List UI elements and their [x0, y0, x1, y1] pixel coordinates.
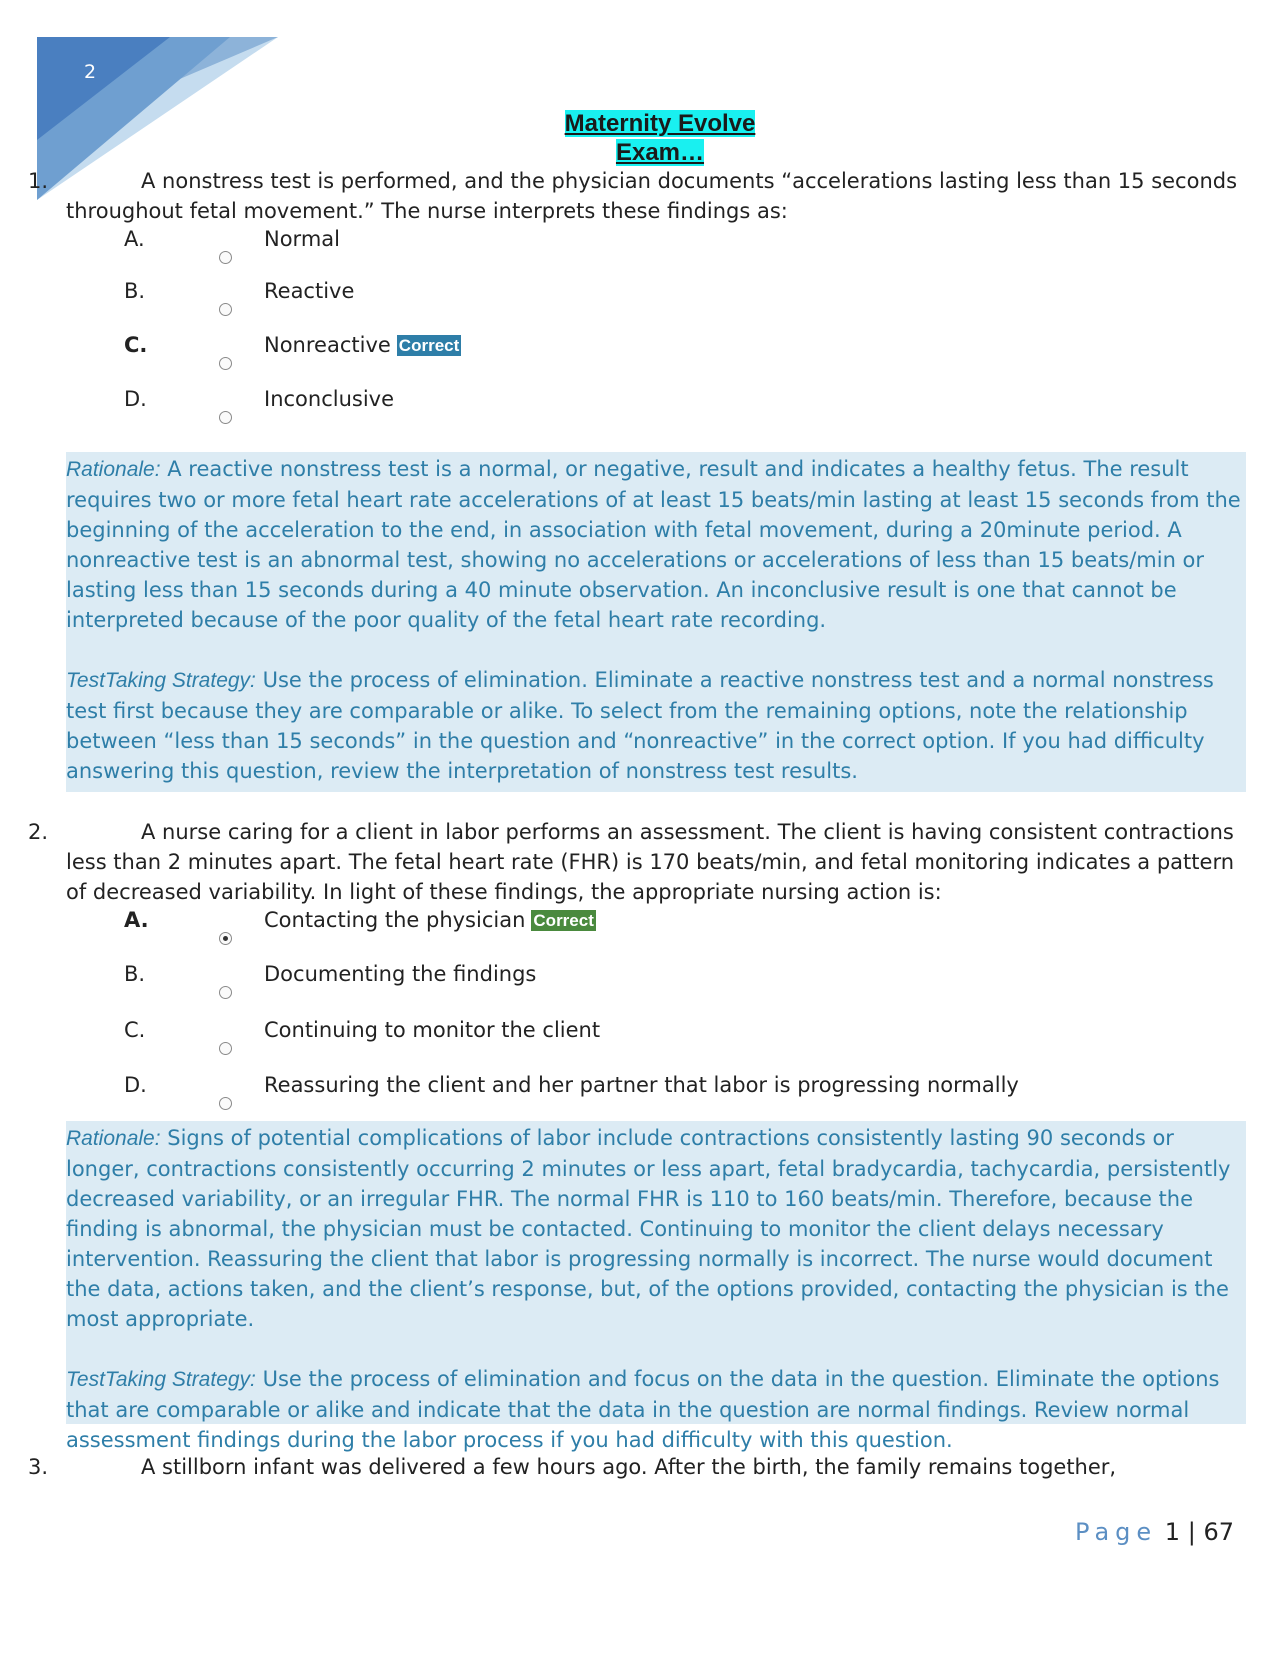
radio-button[interactable] [219, 411, 232, 424]
title-ellipsis: … [680, 139, 705, 166]
question-number: 3. [28, 1455, 49, 1479]
page-word: Page [1075, 1518, 1158, 1546]
rationale-box-1 [66, 452, 1246, 792]
rationale-box-2 [66, 1121, 1246, 1452]
option-letter: B. [124, 962, 146, 986]
option-text: Continuing to monitor the client [264, 1018, 601, 1042]
question-3 [28, 1452, 1246, 1482]
rationale-paragraph [66, 1123, 1246, 1334]
question-text: A nurse caring for a client in labor performs an assessment. The client is having consistent contractions less than 2 minutes apart. The fetal heart rate (FHR) is 170 beats/min, and fetal monitoring indicates a pattern of decreased variability. In light of these findings, the appropriate nursing action is: [66, 820, 1235, 904]
option-d[interactable] [66, 1070, 1246, 1124]
option-text: Contacting the physician Correct [264, 908, 594, 932]
page-title [500, 109, 820, 167]
option-letter: B. [124, 279, 146, 303]
option-b[interactable] [66, 276, 1246, 330]
title-line-1: Maternity Evolve [564, 110, 756, 137]
question-2 [28, 817, 1246, 907]
question-text: A stillborn infant was delivered a few hours ago. After the birth, the family remains together, [141, 1455, 1117, 1479]
page-total: 67 [1203, 1518, 1234, 1546]
option-letter: D. [124, 1073, 147, 1097]
strategy-label: TestTaking Strategy: [66, 669, 256, 692]
page-footer [1075, 1518, 1234, 1546]
option-letter: A. [124, 908, 149, 932]
option-text: Nonreactive Correct [264, 333, 460, 357]
page-separator: | [1187, 1518, 1196, 1546]
question-1 [28, 166, 1246, 226]
strategy-label: TestTaking Strategy: [66, 1368, 256, 1391]
radio-button[interactable] [219, 303, 232, 316]
option-c[interactable] [66, 330, 1246, 384]
page-current: 1 [1164, 1518, 1181, 1546]
option-text: Normal [264, 227, 340, 251]
option-b[interactable] [66, 959, 1246, 1015]
option-letter: C. [124, 1018, 146, 1042]
radio-button[interactable] [219, 251, 232, 264]
option-text: Reassuring the client and her partner that labor is progressing normally [264, 1073, 1019, 1097]
strategy-text: Use the process of elimination. Eliminate a reactive nonstress test and a normal nonstress test first because they are comparable or alike. To select from the remaining options, note the relationship between “less than 15 seconds” in the question and “nonreactive” in the correct option. If you had difficulty answering this question, review the interpretation of nonstress test results. [66, 668, 1214, 783]
radio-button[interactable] [219, 357, 232, 370]
option-letter: D. [124, 387, 147, 411]
option-letter: C. [124, 333, 148, 357]
correct-badge: Correct [533, 911, 594, 930]
strategy-paragraph [66, 1364, 1246, 1455]
answer-options-2 [66, 905, 1246, 1124]
radio-button[interactable] [219, 1097, 232, 1110]
title-line-2: Exam [615, 139, 681, 166]
option-text: Reactive [264, 279, 355, 303]
rationale-paragraph [66, 454, 1246, 635]
question-number: 2. [28, 820, 49, 844]
correct-badge: Correct [398, 336, 460, 355]
radio-button[interactable] [219, 1042, 232, 1055]
rationale-text: A reactive nonstress test is a normal, or negative, result and indicates a healthy fetus. The result requires two or more fetal heart rate accelerations of at least 15 beats/min lasting at least 15 seconds from the beginning of the acceleration to the end, in association with fetal movement, during a 20minute period. A nonreactive test is an abnormal test, showing no accelerations or accelerations of less than 15 beats/min or lasting less than 15 seconds during a 40 minute observation. An inconclusive result is one that cannot be interpreted because of the poor quality of the fetal heart rate recording. [66, 457, 1241, 632]
option-text: Inconclusive [264, 387, 395, 411]
answer-options-1 [66, 224, 1246, 438]
radio-button-selected[interactable] [219, 932, 232, 945]
rationale-label: Rationale: [66, 458, 161, 481]
rationale-text: Signs of potential complications of labor include contractions consistently lasting 90 seconds or longer, contractions consistently occurring 2 minutes or less apart, fetal bradycardia, tachycardia, persistently decreased variability, or an irregular FHR. The normal FHR is 110 to 160 beats/min. Therefore, because the finding is abnormal, the physician must be contacted. Continuing to monitor the client delays necessary intervention. Reassuring the client that labor is progressing normally is incorrect. The nurse would document the data, actions taken, and the client’s response, but, of the options provided, contacting the physician is the most appropriate. [66, 1126, 1231, 1331]
page-number-badge: 2 [84, 61, 97, 83]
option-text: Documenting the findings [264, 962, 537, 986]
question-number: 1. [28, 169, 49, 193]
strategy-text: Use the process of elimination and focus on the data in the question. Eliminate the options that are comparable or alike and indicate that the data in the question are normal findings. Review normal assessment findings during the labor process if you had difficulty with this question. [66, 1367, 1220, 1452]
strategy-paragraph [66, 665, 1246, 786]
option-a[interactable] [66, 224, 1246, 276]
question-text: A nonstress test is performed, and the physician documents “accelerations lasting less than 15 seconds throughout fetal movement.” The nurse interprets these findings as: [66, 169, 1238, 223]
option-d[interactable] [66, 384, 1246, 438]
rationale-label: Rationale: [66, 1127, 161, 1150]
option-letter: A. [124, 227, 145, 251]
radio-button[interactable] [219, 986, 232, 999]
option-a[interactable] [66, 905, 1246, 959]
option-c[interactable] [66, 1015, 1246, 1070]
